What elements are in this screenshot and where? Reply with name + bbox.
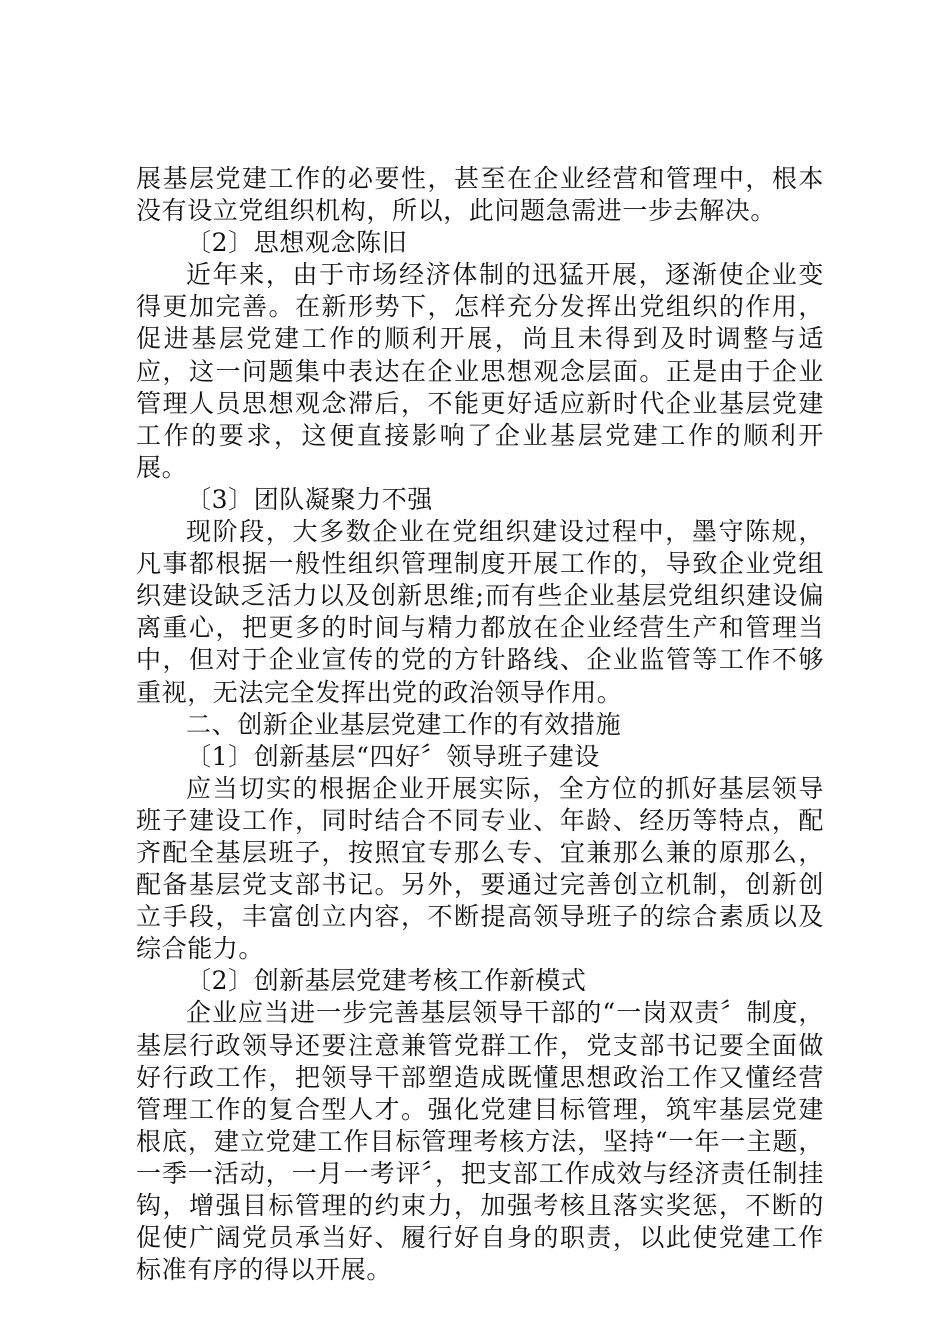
paragraph-outdated-thinking: 近年来，由于市场经济体制的迅猛开展，逐渐使企业变得更加完善。在新形势下，怎样充分发挥出党组织的作用，促进基层党建工作的顺利开展，尚且未得到及时调整与适应，这一问题集中表达在企业思想观念层面。正是由于企业管理人员思想观念滞后，不能更好适应新时代企业基层党建工作的要求，这便直接影响了企业基层党建工作的顺利开展。 — [136, 260, 824, 482]
subheading-four-good-leadership: 〔1〕创新基层“四好〞领导班子建设 — [186, 741, 600, 771]
paragraph-assessment-model: 企业应当进一步完善基层领导干部的“一岗双责〞制度，基层行政领导还要注意兼管党群工作，党支部书记要全面做好行政工作，把领导干部塑造成既懂思想政治工作又懂经营管理工作的复合型人才。强化党建目标管理，筑牢基层党建根底，建立党建工作目标管理考核方法，坚持“一年一主题，一季一活动，一月一考评〞，把支部工作成效与经济责任制挂钩，增强目标管理的约束力，加强考核且落实奖惩，不断的促使广阔党员承当好、履行好自身的职责，以此使党建工作标准有序的得以开展。 — [136, 998, 824, 1285]
subheading-weak-cohesion: 〔3〕团队凝聚力不强 — [186, 484, 433, 514]
paragraph-continuation: 展基层党建工作的必要性，甚至在企业经营和管理中，根本没有设立党组织机构，所以，此问题急需进一步去解决。 — [136, 164, 824, 226]
section-heading-measures: 二、创新企业基层党建工作的有效措施 — [186, 709, 622, 739]
subheading-outdated-thinking: 〔2〕思想观念陈旧 — [186, 228, 408, 258]
paragraph-weak-cohesion: 现阶段，大多数企业在党组织建设过程中，墨守陈规，凡事都根据一般性组织管理制度开展工作的，导致企业党组织建设缺乏活力以及创新思维;而有些企业基层党组织建设偏离重心，把更多的时间与精力都放在企业经营生产和管理当中，但对于企业宣传的党的方针路线、企业监管等工作不够重视，无法完全发挥出党的政治领导作用。 — [136, 517, 824, 707]
paragraph-four-good-leadership: 应当切实的根据企业开展实际，全方位的抓好基层领导班子建设工作，同时结合不同专业、年龄、经历等特点，配齐配全基层班子，按照宜专那么专、宜兼那么兼的原那么，配备基层党支部书记。另外，要通过完善创立机制，创新创立手段，丰富创立内容，不断提高领导班子的综合素质以及综合能力。 — [136, 773, 824, 964]
subheading-assessment-model: 〔2〕创新基层党建考核工作新模式 — [186, 966, 587, 996]
document-body — [136, 163, 824, 1286]
